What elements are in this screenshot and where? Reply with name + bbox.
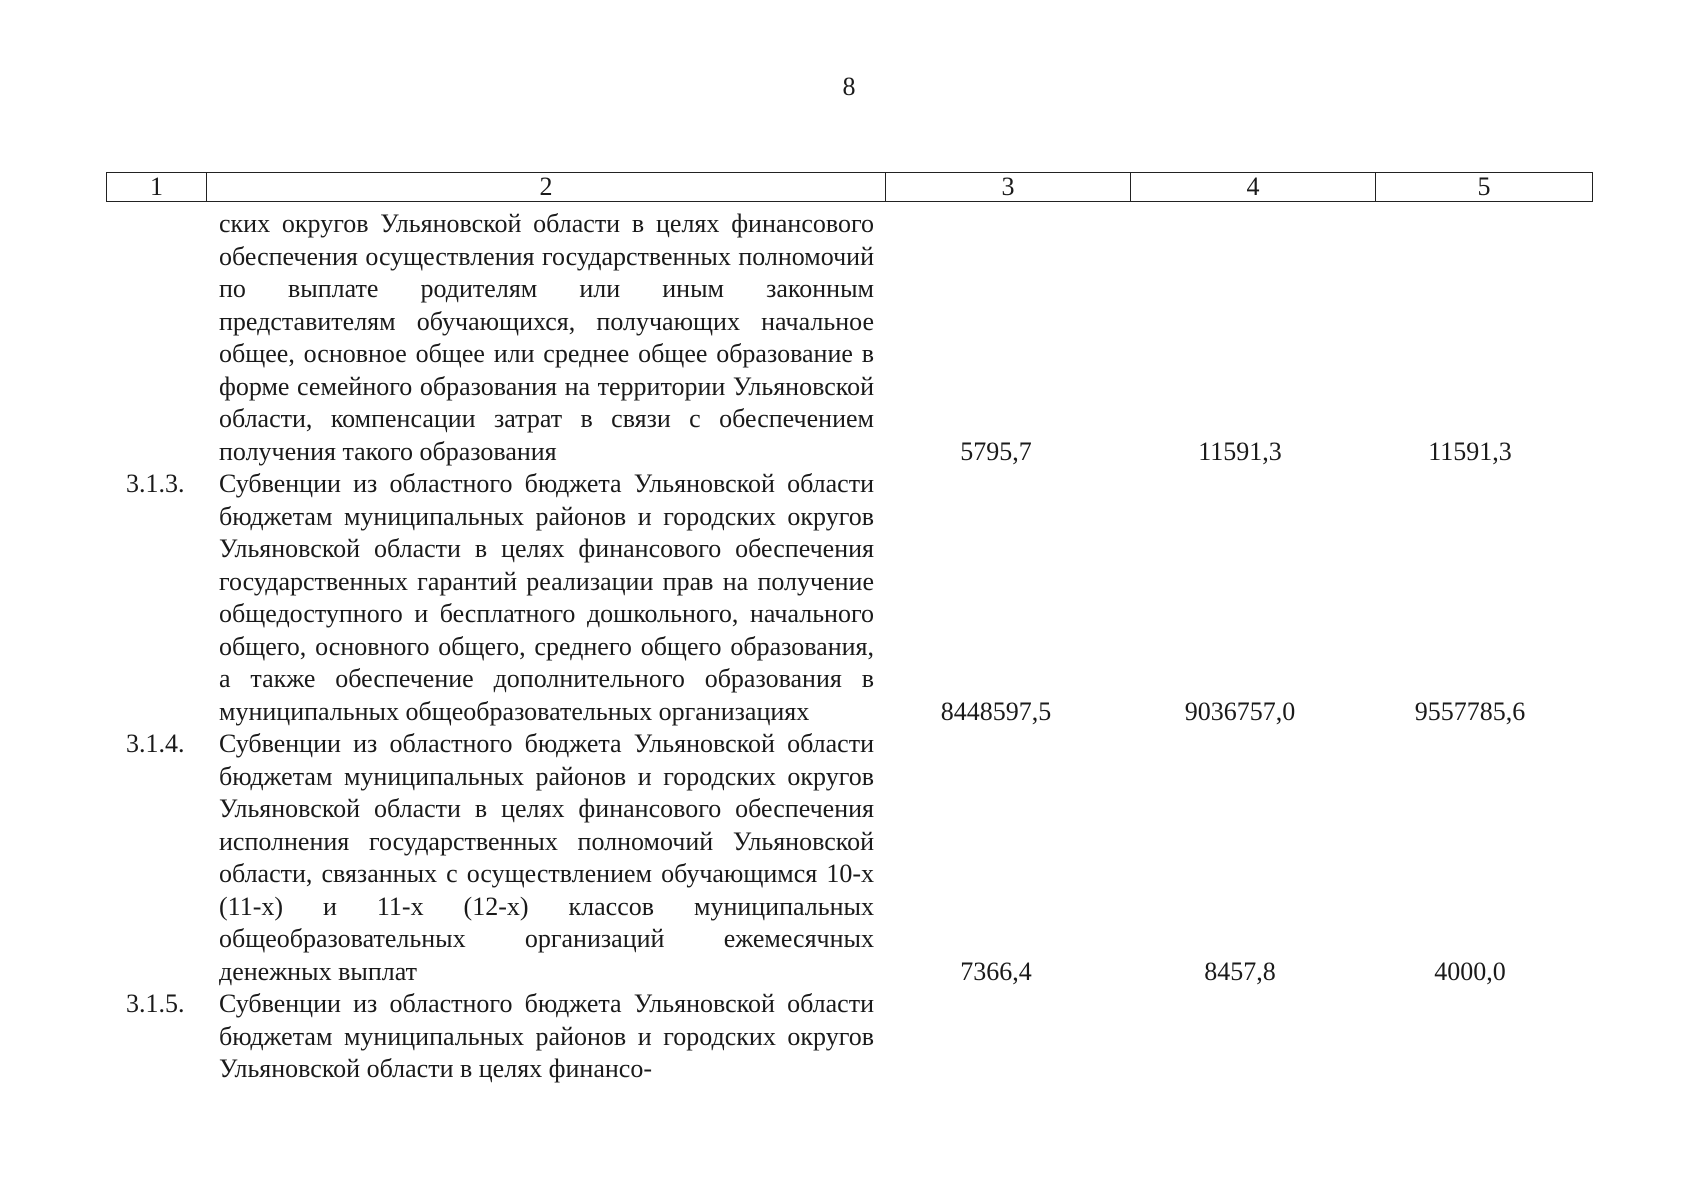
column-header-5: 5 (1376, 173, 1593, 202)
table-body (106, 208, 1586, 1086)
column-header-1: 1 (107, 173, 207, 202)
row-value-col4: 8457,8 (1204, 956, 1276, 986)
row-description: Субвенции из областного бюджета Ульяновской области бюджетам муниципальных районов и городских округов Ульяновской области в целях финансо- (219, 989, 874, 1083)
column-header-row (107, 173, 1593, 202)
column-header-4: 4 (1131, 173, 1376, 202)
row-description: Субвенции из областного бюджета Ульяновской области бюджетам муниципальных районов и городских округов Ульяновской области в целях финансового обеспечения государственных гарантий реализации прав на получение общедоступного и бесплатного дошкольного, начального общего, основного общего, среднего общего образования, а также обеспечение дополнительного образования в муниципальных общеобразовательных организациях (219, 469, 874, 726)
row-value-col5: 9557785,6 (1414, 696, 1526, 726)
row-value-col3: 5795,7 (960, 436, 1032, 466)
row-value-col5: 11591,3 (1428, 436, 1512, 466)
column-header-3: 3 (886, 173, 1131, 202)
page-number: 8 (842, 72, 856, 101)
row-value-col4: 9036757,0 (1184, 696, 1296, 726)
row-description: Субвенции из областного бюджета Ульяновской области бюджетам муниципальных районов и городских округов Ульяновской области в целях финансового обеспечения исполнения государственных полномочий Ульяновской области, связанных с осуществлением обучающимся 10-х (11-х) и 11-х (12-х) классов муниципальных общеобразовательных организаций ежемесячных денежных выплат (219, 729, 874, 986)
row-description: ских округов Ульяновской области в целях финансового обеспечения осуществления государственных полномочий по выплате родителям или иным законным представителям обучающихся, получающих начальное общее, основное общее или среднее общее образование в форме семейного образования на территории Ульяновской области, компенсации затрат в связи с обеспечением получения такого образования (219, 209, 874, 466)
table-row (106, 208, 1586, 468)
row-number: 3.1.5. (126, 989, 185, 1018)
table-row (106, 728, 1586, 988)
row-number: 3.1.3. (126, 469, 185, 498)
row-value-col4: 11591,3 (1198, 436, 1282, 466)
row-value-col5: 4000,0 (1434, 956, 1506, 986)
column-header-2: 2 (207, 173, 886, 202)
column-header-table (106, 172, 1593, 202)
row-value-col3: 7366,4 (960, 956, 1032, 986)
table-row (106, 468, 1586, 728)
row-number: 3.1.4. (126, 729, 185, 758)
row-value-col3: 8448597,5 (940, 696, 1052, 726)
table-row (106, 988, 1586, 1086)
